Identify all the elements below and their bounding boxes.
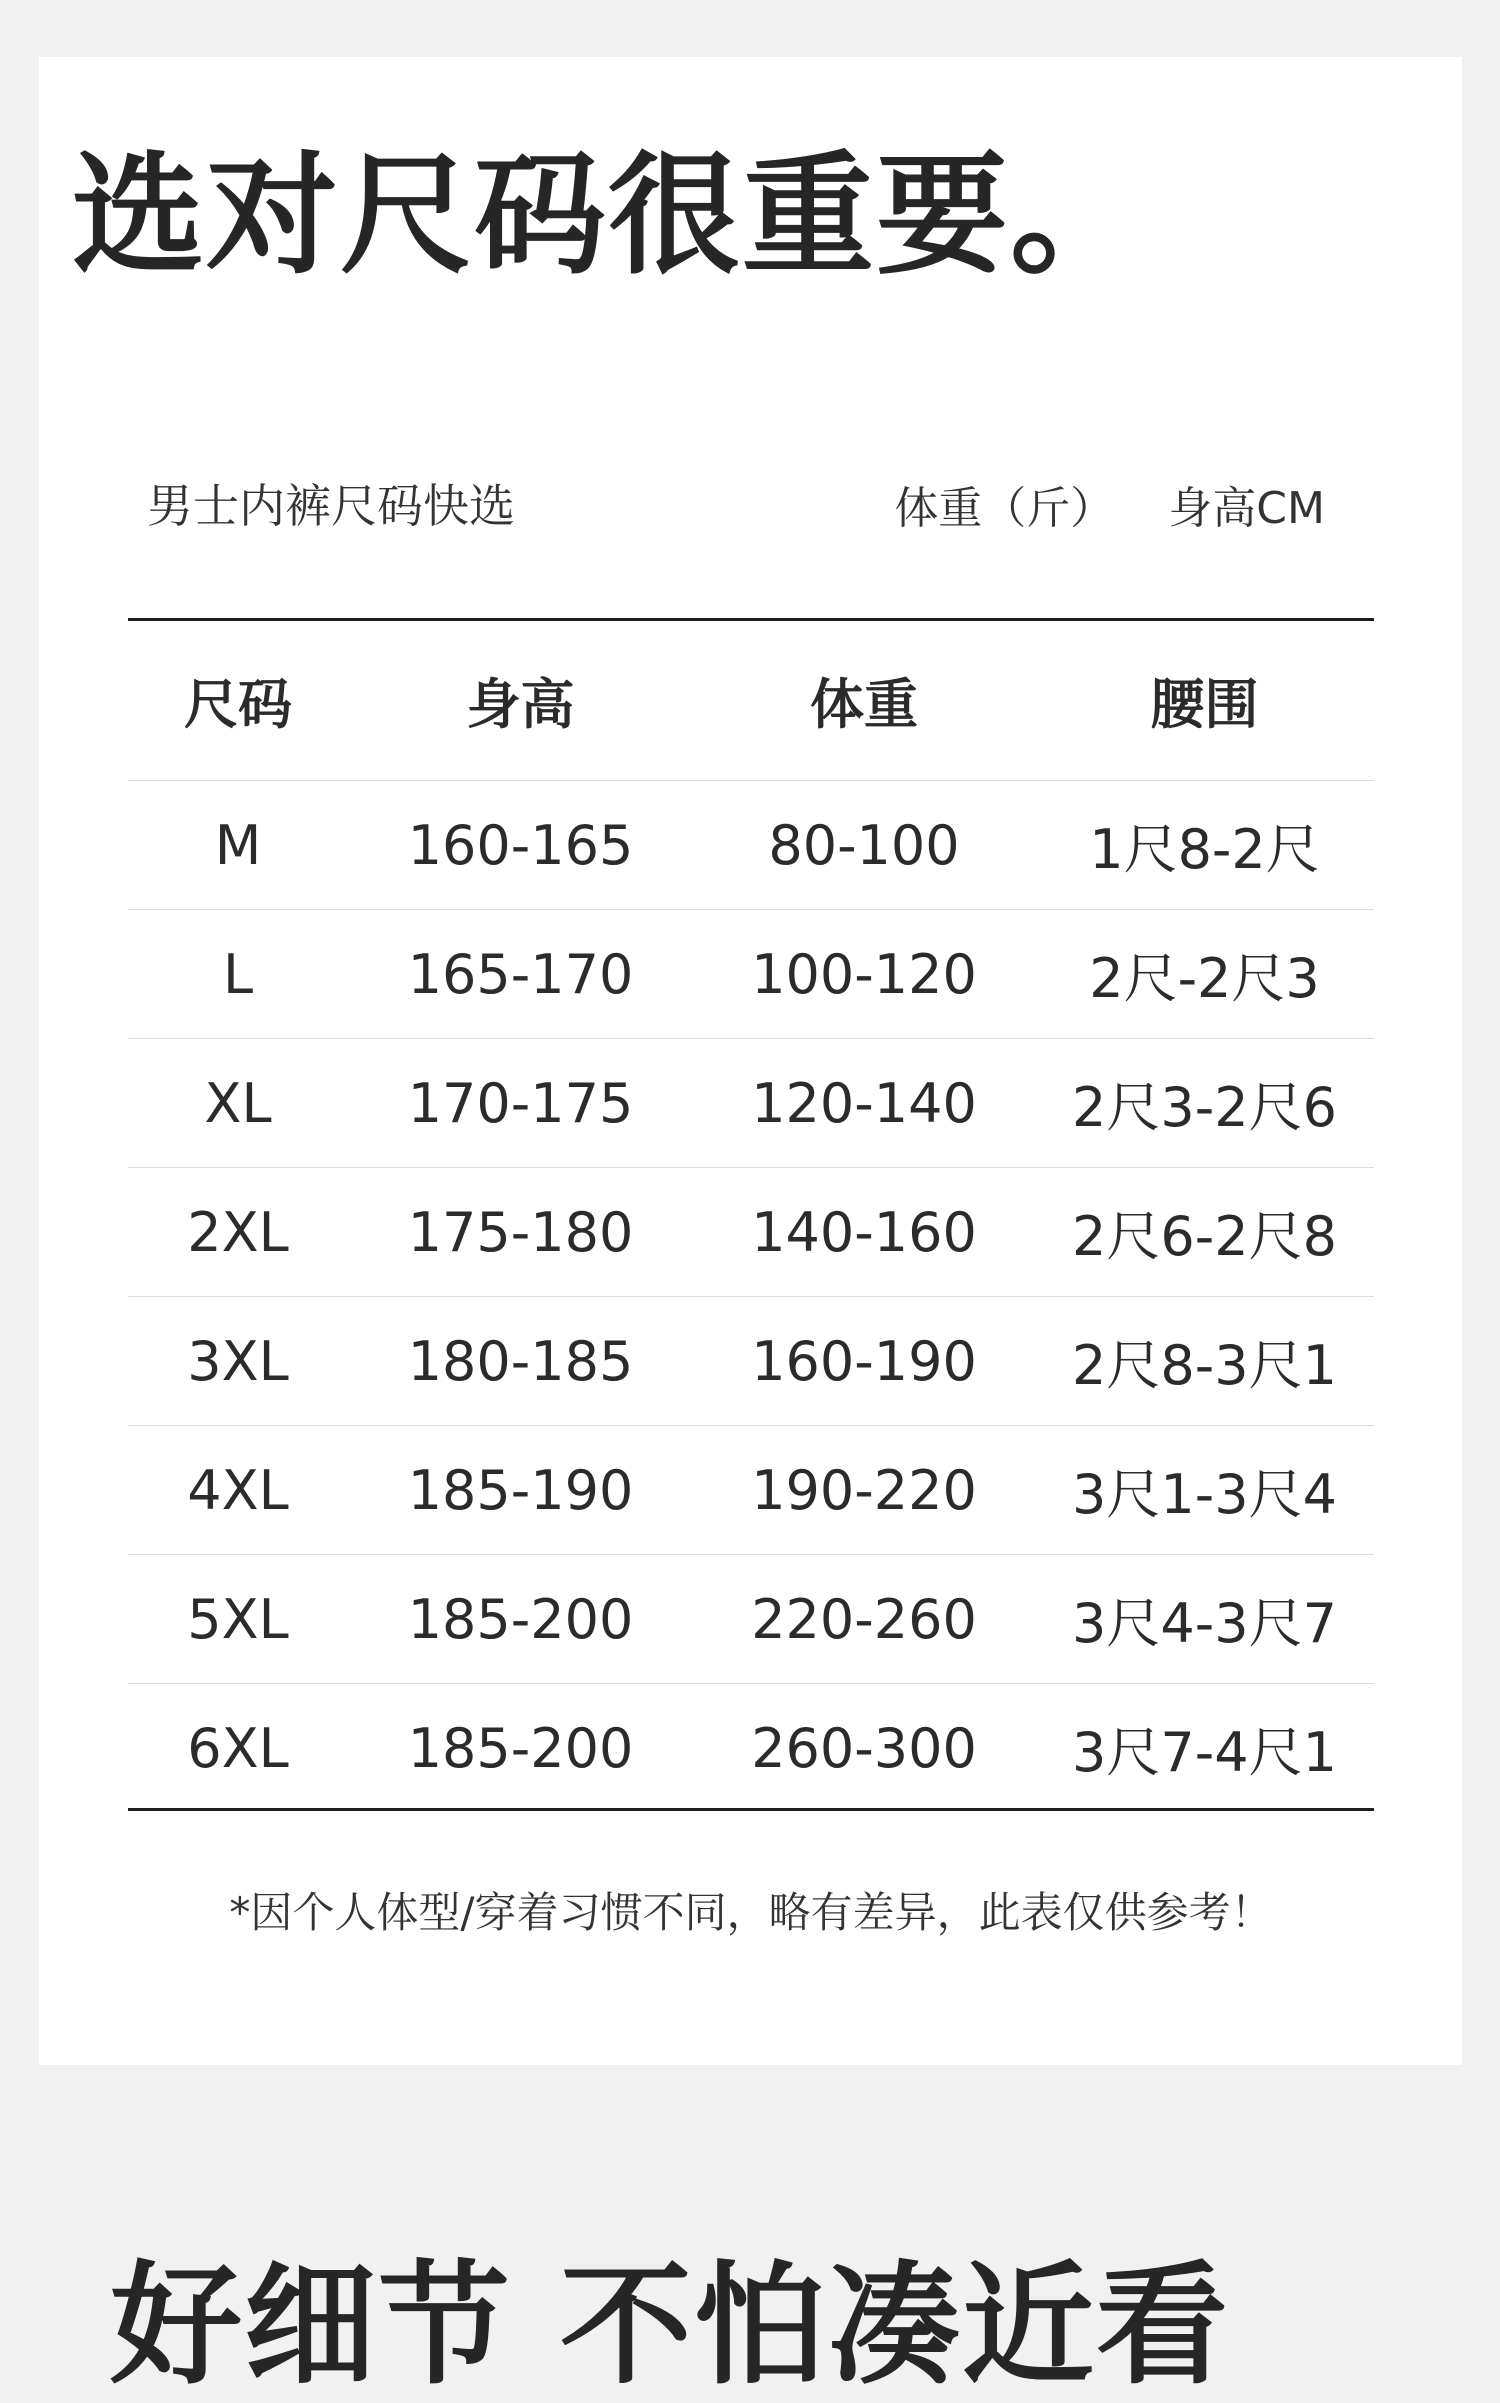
cell-size: XL [128, 1039, 348, 1168]
cell-size: 5XL [128, 1555, 348, 1684]
cell-weight: 260-300 [751, 1716, 977, 1780]
cell-height: 165-170 [348, 910, 693, 1039]
table-row [128, 1684, 1374, 1813]
cell-weight: 160-190 [693, 1297, 1035, 1426]
table-row [128, 1426, 1374, 1555]
table-row [128, 1297, 1374, 1426]
header-waist: 腰围 [1035, 621, 1374, 781]
size-disclaimer: *因个人体型/穿着习惯不同，略有差异，此表仅供参考！ [229, 1888, 1273, 1937]
cell-height: 185-190 [348, 1426, 693, 1555]
table-units [894, 472, 1325, 536]
cell-size: 2XL [128, 1168, 348, 1297]
height-unit-label: 身高CM [1168, 483, 1325, 534]
cell-size: 6XL [187, 1716, 289, 1780]
cell-size: 3XL [128, 1297, 348, 1426]
page-headline: 选对尺码很重要。 [72, 139, 1144, 293]
weight-unit-label: 体重（斤） [894, 483, 1115, 534]
table-row [128, 1555, 1374, 1684]
cell-waist: 2尺-2尺3 [1035, 910, 1374, 1039]
cell-waist: 2尺3-2尺6 [1035, 1039, 1374, 1168]
table-row [128, 910, 1374, 1039]
cell-weight: 140-160 [693, 1168, 1035, 1297]
cell-waist: 3尺4-3尺7 [1035, 1555, 1374, 1684]
cell-height: 185-200 [348, 1555, 693, 1684]
cell-weight: 100-120 [693, 910, 1035, 1039]
table-bottom-rule [128, 1808, 1374, 1811]
cell-size: 4XL [128, 1426, 348, 1555]
cell-waist: 2尺6-2尺8 [1035, 1168, 1374, 1297]
cell-weight: 220-260 [693, 1555, 1035, 1684]
cell-height: 185-200 [407, 1716, 634, 1780]
cell-weight: 120-140 [693, 1039, 1035, 1168]
cell-height: 160-165 [348, 781, 693, 910]
header-size: 尺码 [128, 621, 348, 781]
cell-waist: 3尺1-3尺4 [1035, 1426, 1374, 1555]
cell-weight: 80-100 [693, 781, 1035, 910]
cell-height: 180-185 [348, 1297, 693, 1426]
table-title: 男士内裤尺码快选 [147, 479, 515, 533]
cell-weight: 190-220 [693, 1426, 1035, 1555]
cell-waist: 1尺8-2尺 [1035, 781, 1374, 910]
next-section-headline: 好细节 不怕凑近看 [110, 2249, 1230, 2403]
cell-size: M [128, 781, 348, 910]
table-row [128, 1039, 1374, 1168]
table-row [128, 781, 1374, 910]
cell-size: L [128, 910, 348, 1039]
cell-waist: 2尺8-3尺1 [1035, 1297, 1374, 1426]
header-height: 身高 [348, 621, 693, 781]
cell-height: 175-180 [348, 1168, 693, 1297]
table-subheader [89, 470, 1335, 534]
header-weight: 体重 [693, 621, 1035, 781]
table-header-row [128, 621, 1374, 781]
cell-waist: 3尺7-4尺1 [1072, 1720, 1337, 1784]
cell-height: 170-175 [348, 1039, 693, 1168]
table-row [128, 1168, 1374, 1297]
size-table [128, 621, 1374, 1812]
